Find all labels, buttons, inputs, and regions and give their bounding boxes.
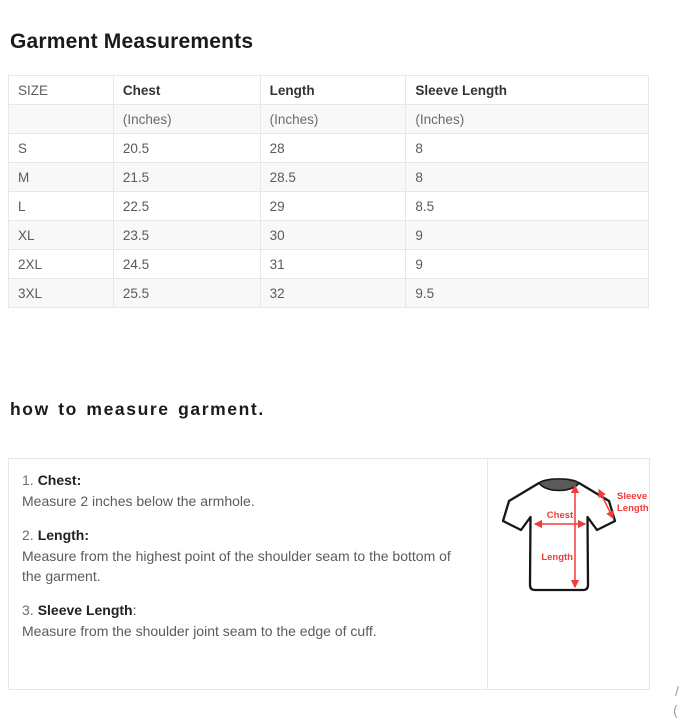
- instruction-number: 1.: [22, 472, 34, 488]
- instruction-label: Sleeve Length: [37, 602, 133, 618]
- how-to-measure-box: [8, 458, 650, 690]
- instruction-label: Chest:: [37, 472, 82, 488]
- instruction-length: [22, 525, 473, 586]
- sleeve-cell: 8.5: [406, 192, 649, 221]
- chest-cell: 20.5: [113, 134, 260, 163]
- length-cell: 32: [260, 279, 406, 308]
- table-row: [9, 163, 649, 192]
- sleeve-cell: 9.5: [406, 279, 649, 308]
- sleeve-cell: 8: [406, 163, 649, 192]
- tshirt-measure-diagram: [488, 459, 649, 689]
- chest-cell: 22.5: [113, 192, 260, 221]
- chest-cell: 21.5: [113, 163, 260, 192]
- cropped-glyph-fragment: (: [673, 702, 678, 718]
- units-cell: (Inches): [406, 105, 649, 134]
- sleeve-length-label-line2: Length: [617, 503, 649, 514]
- table-units-row: [9, 105, 649, 134]
- length-cell: 28: [260, 134, 406, 163]
- measure-instructions: [9, 459, 488, 689]
- length-arrow-label: Length: [541, 552, 573, 563]
- length-cell: 29: [260, 192, 406, 221]
- instruction-text: Measure from the shoulder joint seam to the edge of cuff.: [22, 623, 377, 639]
- header-length: Length: [260, 76, 406, 105]
- sleeve-cell: 8: [406, 134, 649, 163]
- instruction-sleeve-length: [22, 600, 473, 641]
- chest-cell: 23.5: [113, 221, 260, 250]
- units-cell: (Inches): [113, 105, 260, 134]
- units-cell: (Inches): [260, 105, 406, 134]
- instruction-heading: [22, 525, 473, 545]
- garment-measurements-table: [8, 75, 649, 308]
- header-sleeve-length: Sleeve Length: [406, 76, 649, 105]
- size-cell: XL: [9, 221, 114, 250]
- table-header-row: [9, 76, 649, 105]
- header-chest: Chest: [113, 76, 260, 105]
- size-cell: 2XL: [9, 250, 114, 279]
- size-cell: L: [9, 192, 114, 221]
- tshirt-outline: [503, 483, 615, 590]
- sleeve-cell: 9: [406, 250, 649, 279]
- table-row: [9, 134, 649, 163]
- instruction-text: Measure from the highest point of the shoulder seam to the bottom of the garment.: [22, 548, 451, 584]
- instruction-text: Measure 2 inches below the armhole.: [22, 493, 255, 509]
- table-row: [9, 279, 649, 308]
- size-cell: M: [9, 163, 114, 192]
- sleeve-length-label-line1: Sleeve: [617, 491, 648, 502]
- chest-cell: 24.5: [113, 250, 260, 279]
- instruction-heading: [22, 470, 473, 490]
- page-title: Garment Measurements: [10, 30, 254, 53]
- instruction-chest: [22, 470, 473, 511]
- tshirt-diagram-svg: [494, 472, 654, 612]
- how-to-measure-title: how to measure garment.: [10, 399, 265, 419]
- collar-shape: [539, 479, 579, 491]
- length-cell: 28.5: [260, 163, 406, 192]
- units-cell: [9, 105, 114, 134]
- instruction-label: Length:: [37, 527, 90, 543]
- size-cell: S: [9, 134, 114, 163]
- instruction-heading: 3. Sleeve Length:: [22, 602, 137, 618]
- header-size: SIZE: [9, 76, 114, 105]
- size-cell: 3XL: [9, 279, 114, 308]
- instruction-number: 3.: [22, 602, 34, 618]
- chest-cell: 25.5: [113, 279, 260, 308]
- table-row: [9, 192, 649, 221]
- sleeve-cell: 9: [406, 221, 649, 250]
- cropped-glyph-fragment: /: [675, 683, 679, 699]
- table-row: [9, 221, 649, 250]
- chest-arrow-label: Chest: [546, 510, 574, 521]
- length-cell: 30: [260, 221, 406, 250]
- length-cell: 31: [260, 250, 406, 279]
- instruction-number: 2.: [22, 527, 34, 543]
- table-row: [9, 250, 649, 279]
